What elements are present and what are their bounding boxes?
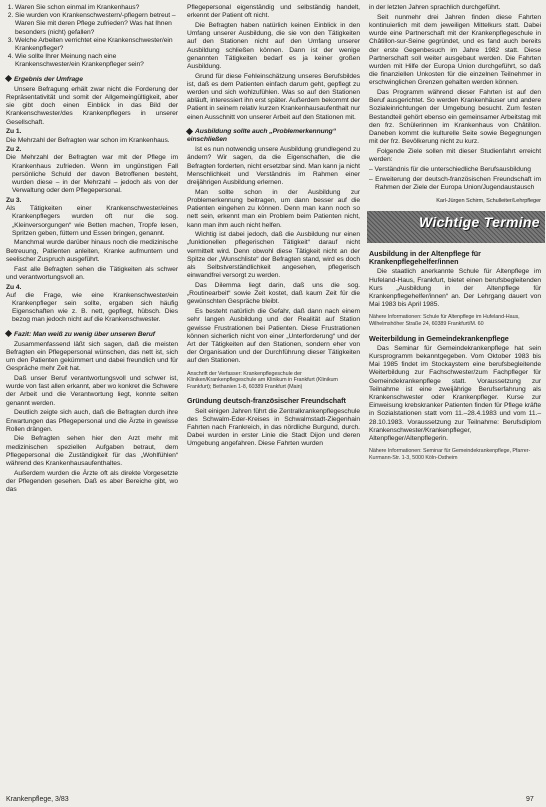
paragraph: Man sollte schon in der Ausbildung zur Problemerkennung beitragen, um dann besser auf die Patienten eingehen zu können. Denn man kann noch so nett sein, erkennt man ein Problem beim Patienten nicht, kann man ihm auch nicht helfen.: [187, 188, 360, 229]
paragraph: Unsere Befragung erhält zwar nicht die Forderung der Repräsentativität und somit der Allgemeingültigkeit, aber sie gibt doch einen Einblick in das Bild der Krankenschwester/des Krankenpflegers in unserer Gesellschaft.: [6, 85, 178, 126]
column-left: [6, 4, 178, 496]
paragraph: Die staatlich anerkannte Schule für Altenpflege im Hufeland-Haus, Frankfurt, bietet einen berufsbegleitenden Kurs „Ausbildung in der Altenpflege für Krankenpflegehelfer/innen“ an. Der Lehrgang dauert von Mai 1983 bis April 1985.: [369, 268, 541, 309]
info-note: Nähere Informationen: Schule für Altenpflege im Hufeland-Haus, Wilhelmshöher Straße 24, 60389 Frankfurt/M. 60: [369, 314, 520, 327]
survey-question: 1. Waren Sie schon einmal im Krankenhaus?: [15, 4, 178, 12]
survey-question: 2. Sie wurden von Krankenschwestern/-pflegern betreut – Waren Sie mit deren Pflege zufrieden? Was hat Ihnen besonders (nicht) gefallen?: [15, 12, 178, 37]
answer-label: Zu 1.: [6, 128, 22, 136]
goal-item: – Erweiterung der deutsch-französischen Freundschaft im Rahmen der Ziele der Europa Union/Jugendaustausch: [369, 175, 541, 191]
answer-label: Zu 3.: [6, 196, 22, 204]
paragraph: Fast alle Befragten sehen die Tätigkeiten als schwer und verantwortungsvoll an.: [6, 265, 178, 281]
paragraph: Das Dilemma liegt darin, daß uns die sog. „Routinearbeit“ sowie Zeit kostet, daß kaum Zeit für die gewünschten Gespräche bleibt.: [187, 282, 360, 306]
survey-question: 3. Welche Arbeiten verrichtet eine Krankenschwester/ein Krankenpfleger?: [15, 37, 178, 53]
goal-item: – Verständnis für die unterschiedliche Berufsausbildung: [369, 165, 531, 173]
section-heading-results: [6, 76, 178, 84]
survey-question-list: [6, 4, 178, 70]
paragraph: in der letzten Jahren sprachlich durchgeführt.: [369, 4, 501, 11]
column-middle: [187, 4, 360, 450]
paragraph: Als Tätigkeiten einer Krankenschwester/eines Krankenpflegers wurden oft nur die sog. „Kleinversorgungen“ wie Betten machen, Tropfe lesen, Spritzen geben, füttern und Essen bringen, genannt.: [6, 205, 178, 237]
paragraph: Zusammenfassend läßt sich sagen, daß die meisten Befragten ein Pflegepersonal wünschen, das nett ist, sich um den Patienten gekümmert und dabei freundlich und für Gespräche mehr Zeit hat.: [6, 340, 178, 373]
paragraph: Die Mehrzahl der Befragten war mit der Pflege im Krankenhaus zufrieden. Wenn im ungünstigen Fall persönliche Schuld der davon Betroffenen besteht, wurden diese – in der Mehrzahl – jedoch als von der Verwaltung oder dem Pflegepersonal.: [6, 154, 178, 195]
section-heading-altenpflege: Ausbildung in der Altenpflege für Krankenpflegehelfer/innen: [369, 248, 481, 267]
goal-text: Erweiterung der deutsch-französischen Freundschaft im Rahmen der Ziele der Europa Union/Jugendaustausch: [375, 175, 541, 191]
paragraph: Das Seminar für Gemeindekrankenpflege hat sein Kursprogramm bekanntgegeben. Vom Oktober 1983 bis Mai 1985 findet im Stockaystem eine berufsbegleitende Weiterbildung zur Fachschwester/zum Fachpfleger für Gemeindekrankenpflege statt. Voraussetzung zur Teilnahme ist eine zweijährige Berufserfahrung als Krankenschwester oder Krankenpfleger. Kurse zur Einweisung krebskranker Patienten finden für Pflege kräfte in Sozialstationen statt vom 11.–28.4.1983 und vom 11.–28.10.1983. Voraussetzung zur Teilnahme: Berufsdiplom Krankenschwester/Krankenpfleger, Altenpfleger/Altenpflegerin.: [369, 344, 541, 443]
paragraph: Daß unser Beruf verantwortungsvoll und schwer ist, wurde von fast allen erkannt, aber wo konkret die Schwere der Arbeit und die Verantwortung liegt, konnte selten genannt werden.: [6, 375, 178, 407]
heading-text: Fazit: Man weiß zu wenig über unseren Beruf: [14, 330, 155, 338]
answer-label: Zu 4.: [6, 283, 22, 291]
paragraph: Die Befragten sehen hier den Arzt mehr mit medizinischen speziellen Aufgaben betraut, dem Pflegepersonal die Zuständigkeit für das „Wohlfühlen“ während des Krankenhausaufenthaltes.: [6, 435, 178, 468]
section-heading-gemeindekrankenpflege: Weiterbildung in Gemeindekrankenpflege: [369, 333, 509, 343]
diamond-bullet-icon: [5, 330, 12, 337]
diamond-bullet-icon: [186, 128, 193, 135]
answer-label: Zu 2.: [6, 146, 22, 154]
paragraph: Seit nunmehr drei Jahren finden diese Fahrten kontinuierlich mit dem jeweiligen Mittelkurs statt. Dabei wurde eine Partnerschaft mit der Krankenpflegeschule in Châtillon-sur-Seine gegründet, und es fand auch bereits der erste Gegenbesuch im Jahre 1982 statt. Diese Partnerschaft soll weiter ausgebaut werden. Die Fahrten wurden mit Hilfe der Europa Union durchgeführt, so daß die finanziellen Unkosten für die einzelnen Teilnehmer in erschwinglichen Grenzen gehalten werden können.: [369, 13, 541, 87]
info-note: Nähere Informationen: Seminar für Gemeindekrankenpflege, Pfarrer-Kurmann-Str. 1-3, 5000 Köln-Ostheim: [369, 448, 531, 461]
paragraph: Folgende Ziele sollen mit dieser Studienfahrt erreicht werden:: [369, 147, 541, 164]
paragraph: Auf die Frage, wie eine Krankenschwester/ein Krankenpfleger sein sollte, ergaben sich häufig Eigenschaften wie z. B. nett, gepflegt, hübsch. Dies bezog man jedoch nicht auf die Krankenschwester.: [6, 291, 178, 324]
paragraph: Außerdem wurden die Ärzte oft als direkte Vorgesetzte der Pflegenden gesehen. Daß es aber Bereiche gibt, wo das: [6, 469, 178, 494]
section-heading-conclusion: [6, 331, 178, 339]
section-heading-training: [187, 128, 360, 144]
paragraph: Das Programm während dieser Fahrten ist auf den Beruf ausgerichtet. So werden Krankenhäuser und andere Sozialeinrichtungen der Umgebung besucht. Zum festen Bestandteil gehört ebenso ein gemeinsamer Arbeitstag mit den frz. Schülerinnen im Krankenhaus von Châtillon. Daneben kommt die kulturelle Seite sowie Begegnungen mit der frz. Bevölkerung nicht zu kurz.: [369, 89, 541, 146]
column-right: [369, 4, 541, 465]
paragraph: Manchmal wurde darüber hinaus noch die medizinische Betreuung, Patienten anleiten, Kranke aufmuntern und seelischer Zuspruch ausgeführt.: [6, 239, 178, 263]
heading-text: Ergebnis der Umfrage: [14, 75, 83, 83]
goal-text: Verständnis für die unterschiedliche Berufsausbildung: [374, 165, 531, 173]
page-number: 97: [526, 796, 534, 803]
author-credit: Karl-Jürgen Schirm, Schulleiter/Lehrpfleger: [436, 197, 541, 204]
paragraph: Pflegepersonal eigenständig und selbständig handelt, erkennt der Patient oft nicht.: [187, 4, 360, 20]
paragraph: Ist es nun notwendig unsere Ausbildung grundlegend zu ändern? Wir sagen, da die Eigenschaften, die die Befragten forderten, nicht ersetzbar sind. Man kann ja nicht Menschlichkeit und Verständnis im Rahmen einer dreijährigen Ausbildung erlernen.: [187, 146, 360, 187]
banner-title: Wichtige Termine: [419, 213, 540, 230]
important-dates-banner: [367, 211, 545, 243]
heading-text: Ausbildung sollte auch „Problemerkennung“ einschließen: [187, 127, 337, 144]
article-heading-friendship: Gründung deutsch-französischer Freundschaft: [187, 396, 346, 406]
paragraph: Deutlich zeigte sich auch, daß die Befragten durch ihre Erwartungen das Pflegepersonal und die Ärzte in gewisse Rollen drängen.: [6, 409, 178, 433]
author-address-note: Anschrift der Verfasser: Krankenpflegeschule der Kliniken/Krankenpflegeschule am Klinikum in Frankfurt (Klinikum Frankfurt); Bethanien 1-8, 60389 Frankfurt (Main): [187, 370, 338, 390]
footer-publication: Krankenpflege, 3/83: [6, 796, 69, 803]
paragraph: Grund für diese Fehleinschätzung unseres Berufsbildes ist, daß es dem Patienten einfach darum geht, gepflegt zu werden und sich wohlzufühlen. Was so auf den Stationen abläuft, interessiert ihn erst später. Außerdem bekommt der Patient in seinem relativ kurzen Krankenhausaufenthalt nur einen Ausschnitt von unserer Arbeit auf den Stationen mit.: [187, 72, 360, 121]
paragraph: Wichtig ist dabei jedoch, daß die Ausbildung nur einen „funktionellen pflegerischen Tätigkeit“ darauf nicht vermittelt wird. Denn obwohl diese Tätigkeit nicht an der Spitze der „Wunschliste“ der Befragten stand, wird es doch als Selbstverständlichkeit angesehen, pflegerisch einwandfrei versorgt zu werden.: [187, 231, 360, 280]
paragraph: Die Mehrzahl der Befragten war schon im Krankenhaus.: [6, 136, 170, 144]
survey-question: 4. Wie sollte Ihrer Meinung nach eine Krankenschwester/ein Krankenpfleger sein?: [15, 53, 178, 69]
paragraph: Die Befragten haben natürlich keinen Einblick in den Umfang unserer Ausbildung, die sie von den Tätigkeiten auf den Stationen nicht auf den Umfang unserer Ausbildung schließen können. Dann ist der wenige genannten Tätigkeiten bedarf es ja keiner großen Ausbildung.: [187, 21, 360, 70]
diamond-bullet-icon: [5, 75, 12, 82]
paragraph: Seit einigen Jahren führt die Zentralkrankenpflegeschule des Schwalm-Eder-Kreises in Schwalmstadt-Ziegenhain Fahrten nach Frankreich, in das nördliche Burgund, durch. Dabei wurden in erster Linie die Stadt Dijon und deren Umgebung angefahren. Diese Fahrten wurden: [187, 407, 360, 448]
paragraph: Es besteht natürlich die Gefahr, daß dann nach einem sehr langen Ausbildung und der Realität auf Station gewisse Frustrationen bei Patienten. Diese Frustrationen können sicherlich nicht von einer „Unterforderung“ und der Art der Tätigkeiten auf den Stationen, sondern eher von der Organisation und der Durchführung dieser Tätigkeiten auf den Stationen.: [187, 308, 360, 365]
